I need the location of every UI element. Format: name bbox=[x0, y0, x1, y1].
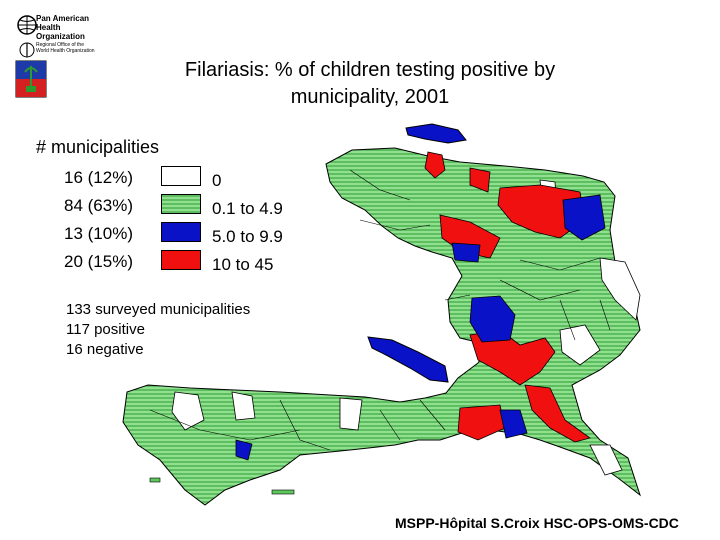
blue-area-2 bbox=[452, 243, 480, 262]
org-name-line-2: Health bbox=[36, 23, 61, 32]
survey-summary bbox=[66, 300, 250, 360]
haiti-coat-of-arms-icon bbox=[15, 60, 47, 98]
title-line-1: Filariasis: % of children testing positive by bbox=[184, 59, 556, 81]
summary-negative: 16 negative bbox=[66, 341, 144, 358]
org-name bbox=[36, 14, 89, 41]
tortuga-island bbox=[406, 124, 466, 143]
source-credit: MSPP-Hôpital S.Croix HSC-OPS-OMS-CDC bbox=[395, 515, 679, 531]
red-area-7 bbox=[458, 405, 505, 440]
legend-range-0: 0 bbox=[212, 171, 222, 190]
org-name-line-1: Pan American bbox=[36, 14, 90, 23]
islet-2 bbox=[150, 478, 160, 482]
legend-heading: # municipalities bbox=[36, 137, 160, 157]
org-sub-line-1: Regional Office of the bbox=[36, 42, 84, 48]
legend-count-1: 84 (63%) bbox=[64, 196, 133, 215]
legend-swatch-2 bbox=[161, 222, 201, 242]
legend-swatch-3 bbox=[161, 250, 201, 270]
gonave-island bbox=[368, 337, 448, 382]
paho-globe-icon bbox=[16, 14, 38, 36]
legend-swatch-0 bbox=[161, 166, 201, 186]
legend-range-3: 10 to 45 bbox=[212, 255, 274, 274]
white-area-5 bbox=[340, 398, 362, 430]
legend-count-0: 16 (12%) bbox=[64, 168, 133, 187]
legend-range-2: 5.0 to 9.9 bbox=[212, 227, 283, 246]
legend-swatch-1 bbox=[161, 194, 201, 214]
legend-count-2: 13 (10%) bbox=[64, 224, 133, 243]
white-area-4 bbox=[232, 392, 255, 420]
summary-positive: 117 positive bbox=[66, 321, 145, 338]
legend-range-1: 0.1 to 4.9 bbox=[212, 199, 283, 218]
org-name-line-3: Organization bbox=[36, 32, 85, 41]
org-sub-line-2: World Health Organization bbox=[36, 48, 95, 54]
legend-count-3: 20 (15%) bbox=[64, 252, 133, 271]
title-line-2: municipality, 2001 bbox=[290, 86, 450, 108]
map-title bbox=[110, 57, 630, 111]
islet-1 bbox=[272, 490, 294, 494]
org-subtitle bbox=[36, 42, 95, 54]
who-emblem-icon bbox=[16, 40, 38, 60]
summary-surveyed: 133 surveyed municipalities bbox=[66, 301, 251, 318]
